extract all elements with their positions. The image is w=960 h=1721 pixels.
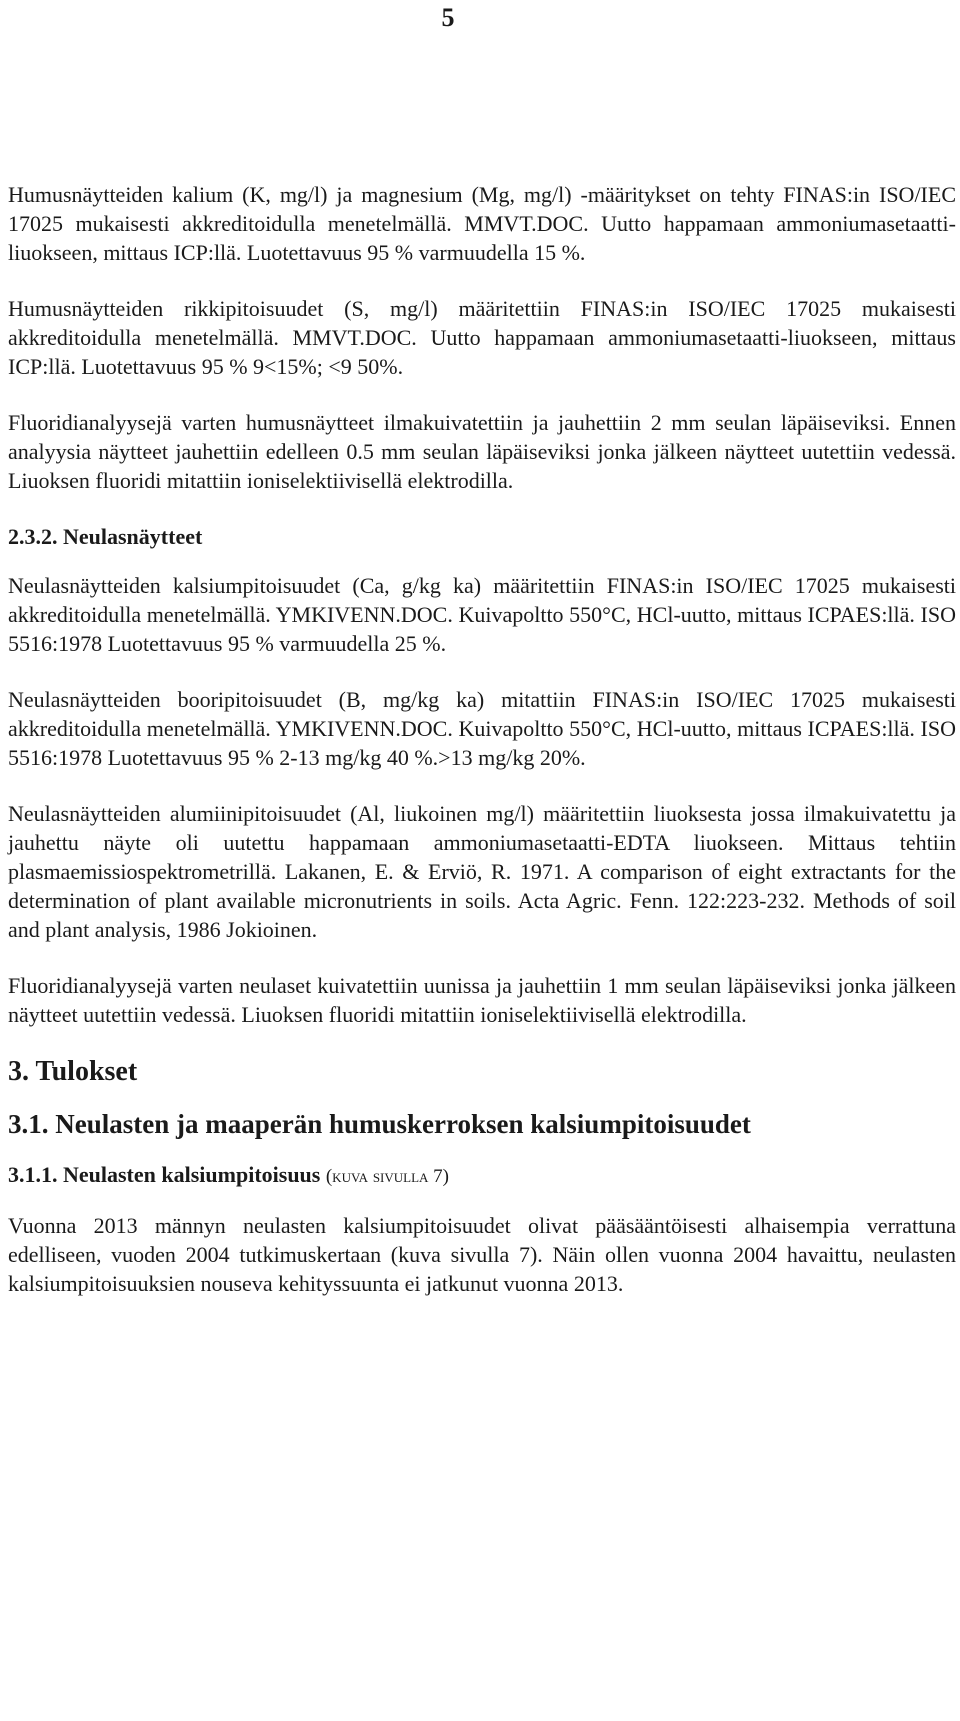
section-heading-neulasnaytteet: 2.3.2. Neulasnäytteet xyxy=(8,524,203,549)
paragraph-humus-fluoride: Fluoridianalyysejä varten humusnäytteet ilmakuivatettiin ja jauhettiin 2 mm seulan läpäiseviksi. Ennen analyysia näytteet jauhettiin edelleen 0.5 mm seulan läpäiseviksi jonka jälkeen näytteet uutettiin vedessä. Liuoksen fluoridi mitattiin ioniselektiivisellä elektrodilla. xyxy=(8,410,956,493)
figure-reference: (kuva sivulla 7) xyxy=(325,1166,449,1187)
paragraph-humus-s: Humusnäytteiden rikkipitoisuudet (S, mg/l) määritettiin FINAS:in ISO/IEC 17025 mukaisesti akkreditoidulla menetelmällä. MMVT.DOC. Uutto happamaan ammoniumasetaatti-liuokseen, mittaus ICP:llä. Luotettavuus 95 % 9<15%; <9 50%. xyxy=(8,296,956,379)
paragraph-needle-al: Neulasnäytteiden alumiinipitoisuudet (Al, liukoinen mg/l) määritettiin liuoksesta jossa ilmakuivatettu ja jauhettu näyte oli uutettu happamaan ammoniumasetaatti-EDTA liuokseen. Mittaus tehtiin plasmaemissiospektrometrillä. Lakanen, E. & Erviö, R. 1971. A comparison of eight extractants for the determination of plant available micronutrients in soils. Acta Agric. Fenn. 122:223-232. Methods of soil and plant analysis, 1986 Jokioinen. xyxy=(8,801,956,942)
subsection-heading-needle-calcium xyxy=(8,1160,956,1191)
paragraph-needle-b: Neulasnäytteiden booripitoisuudet (B, mg/kg ka) mitattiin FINAS:in ISO/IEC 17025 mukaisesti akkreditoidulla menetelmällä. YMKIVENN.DOC. Kuivapoltto 550°C, HCl-uutto, mittaus ICPAES:llä. ISO 5516:1978 Luotettavuus 95 % 2-13 mg/kg 40 %.>13 mg/kg 20%. xyxy=(8,687,956,770)
chapter-heading-tulokset: 3. Tulokset xyxy=(8,1056,138,1087)
section-heading-calcium: 3.1. Neulasten ja maaperän humuskerroksen kalsiumpitoisuudet xyxy=(8,1109,751,1139)
document-body xyxy=(8,180,956,1325)
page-number: 5 xyxy=(441,3,455,32)
subsection-heading-text: 3.1.1. Neulasten kalsiumpitoisuus xyxy=(8,1162,321,1187)
paragraph-results-calcium: Vuonna 2013 männyn neulasten kalsiumpitoisuudet olivat pääsääntöisesti alhaisempia verrattuna edelliseen, vuoden 2004 tutkimuskertaan (kuva sivulla 7). Näin ollen vuonna 2004 havaittu, neulasten kalsiumpitoisuuksien nouseva kehityssuunta ei jatkunut vuonna 2013. xyxy=(8,1213,956,1296)
paragraph-needle-fluoride: Fluoridianalyysejä varten neulaset kuivatettiin uunissa ja jauhettiin 1 mm seulan läpäiseviksi jonka jälkeen näytteet uutettiin vedessä. Liuoksen fluoridi mitattiin ioniselektiivisellä elektrodilla. xyxy=(8,973,956,1027)
paragraph-needle-ca: Neulasnäytteiden kalsiumpitoisuudet (Ca, g/kg ka) määritettiin FINAS:in ISO/IEC 17025 mukaisesti akkreditoidulla menetelmällä. YMKIVENN.DOC. Kuivapoltto 550°C, HCl-uutto, mittaus ICPAES:llä. ISO 5516:1978 Luotettavuus 95 % varmuudella 25 %. xyxy=(8,573,956,656)
paragraph-humus-k-mg: Humusnäytteiden kalium (K, mg/l) ja magnesium (Mg, mg/l) -määritykset on tehty FINAS:in ISO/IEC 17025 mukaisesti akkreditoidulla menetelmällä. MMVT.DOC. Uutto happamaan ammoniumasetaatti-liuokseen, mittaus ICP:llä. Luotettavuus 95 % varmuudella 15 %. xyxy=(8,182,956,265)
